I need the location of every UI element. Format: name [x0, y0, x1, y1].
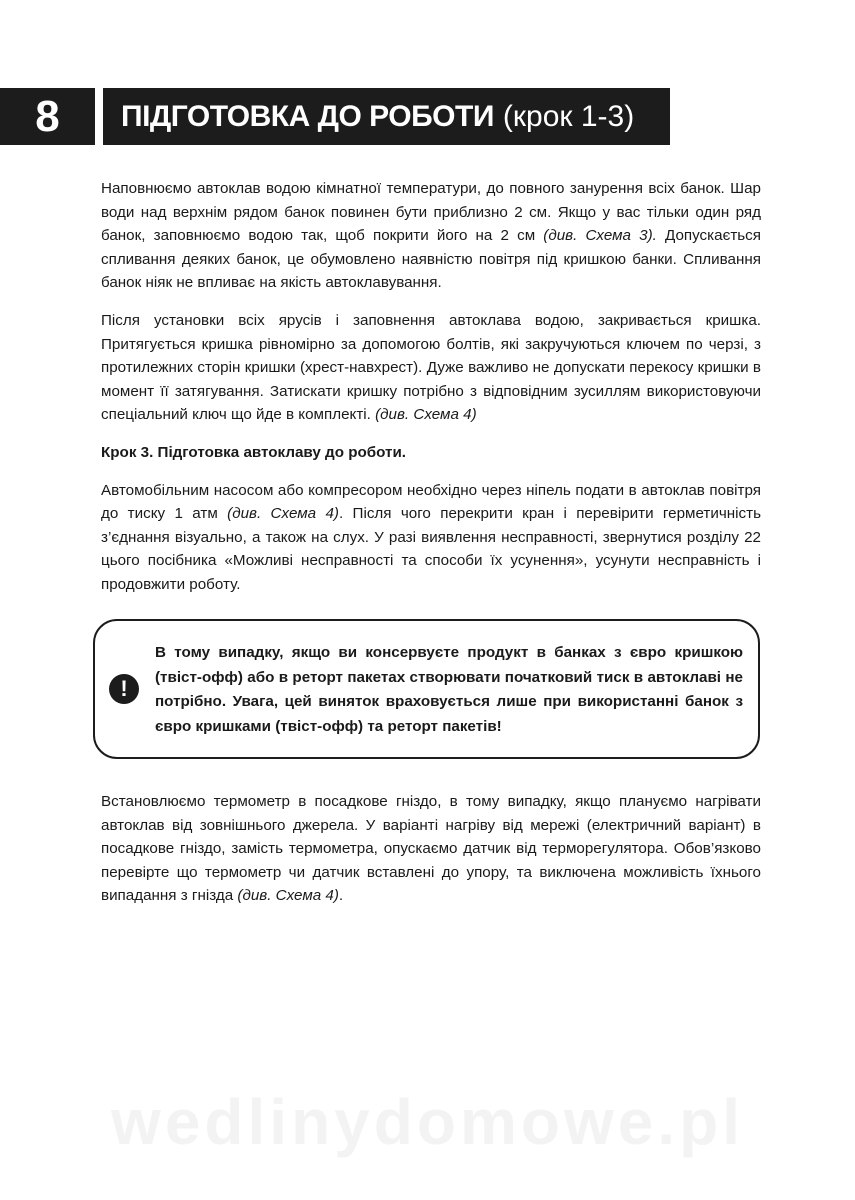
section-step-range: (крок 1-3)	[502, 99, 635, 133]
warning-text: В тому випадку, якщо ви консервуєте продукт в банках з євро кришкою (твіст-офф) або в реторт пакетах створювати початковий тиск в автоклаві не потрібно. Увага, цей виняток враховується лише при використанні банок з євро кришками (твіст-офф) та реторт пакетів!	[155, 644, 743, 735]
section-header	[0, 88, 670, 145]
scheme-reference: (див. Схема 4)	[227, 505, 339, 523]
section-title-bar	[103, 88, 670, 145]
watermark: wedlinydomowe.pl	[111, 1086, 744, 1158]
scheme-reference: (див. Схема 4)	[375, 406, 477, 424]
paragraph-close-lid: Після установки всіх ярусів і заповнення автоклава водою, закривається кришка. Притягується кришка рівномірно за допомогою болтів, які закручуються ключем по черзі, з протилежних сторін кришки (хрест-навхрест). Дуже важливо не допускати перекосу кришки в момент її затягування. Затискати кришку потрібно з відповідним зусиллям використовуючи спеціальний ключ що йде в комплекті. (див. Схема 4)	[101, 311, 761, 424]
scheme-reference: (див. Схема 3).	[543, 227, 657, 245]
section-number: 8	[0, 88, 95, 145]
paragraph-pressurize: Автомобільним насосом або компресором необхідно через ніпель подати в автоклав повітря до тиску 1 атм (див. Схема 4). Після чого перекрити кран і перевірити герметичність з’єднання візуально, а також на слух. У разі виявлення несправності, звернутися розділу 22 цього посібника «Можливі несправності та способи їх усунення», усунути несправність і продовжити роботу.	[101, 481, 761, 593]
warning-notice	[93, 619, 760, 759]
section-title: ПІДГОТОВКА ДО РОБОТИ	[121, 99, 494, 133]
step3-heading: Крок 3. Підготовка автоклаву до роботи.	[101, 443, 407, 461]
body-text-thermometer	[101, 790, 761, 908]
paragraph-thermometer: Встановлюємо термометр в посадкове гніздо, в тому випадку, якщо плануємо нагрівати автоклав від зовнішнього джерела. У варіанті нагріву від мережі (електричний варіант) в посадкове гніздо, замість термометра, опускаємо датчик від терморегулятора. Обов’язково перевірте що термометр чи датчик вставлені до упору, та виключена можливість їхнього випадання з гнізда (див. Схема 4).	[101, 793, 761, 905]
body-text	[101, 177, 761, 611]
paragraph-fill-water: Наповнюємо автоклав водою кімнатної температури, до повного занурення всіх банок. Шар води над верхнім рядом банок повинен бути приблизно 2 см. Якщо у вас тільки один ряд банок, заповнюємо водою так, щоб покрити його на 2 см (див. Схема 3). Допускається спливання деяких банок, це обумовлено наявністю повітря під кришкою банки. Спливання банок ніяк не впливає на якість автоклавування.	[101, 180, 761, 292]
scheme-reference: (див. Схема 4)	[237, 887, 339, 905]
exclamation-icon: !	[109, 674, 139, 704]
